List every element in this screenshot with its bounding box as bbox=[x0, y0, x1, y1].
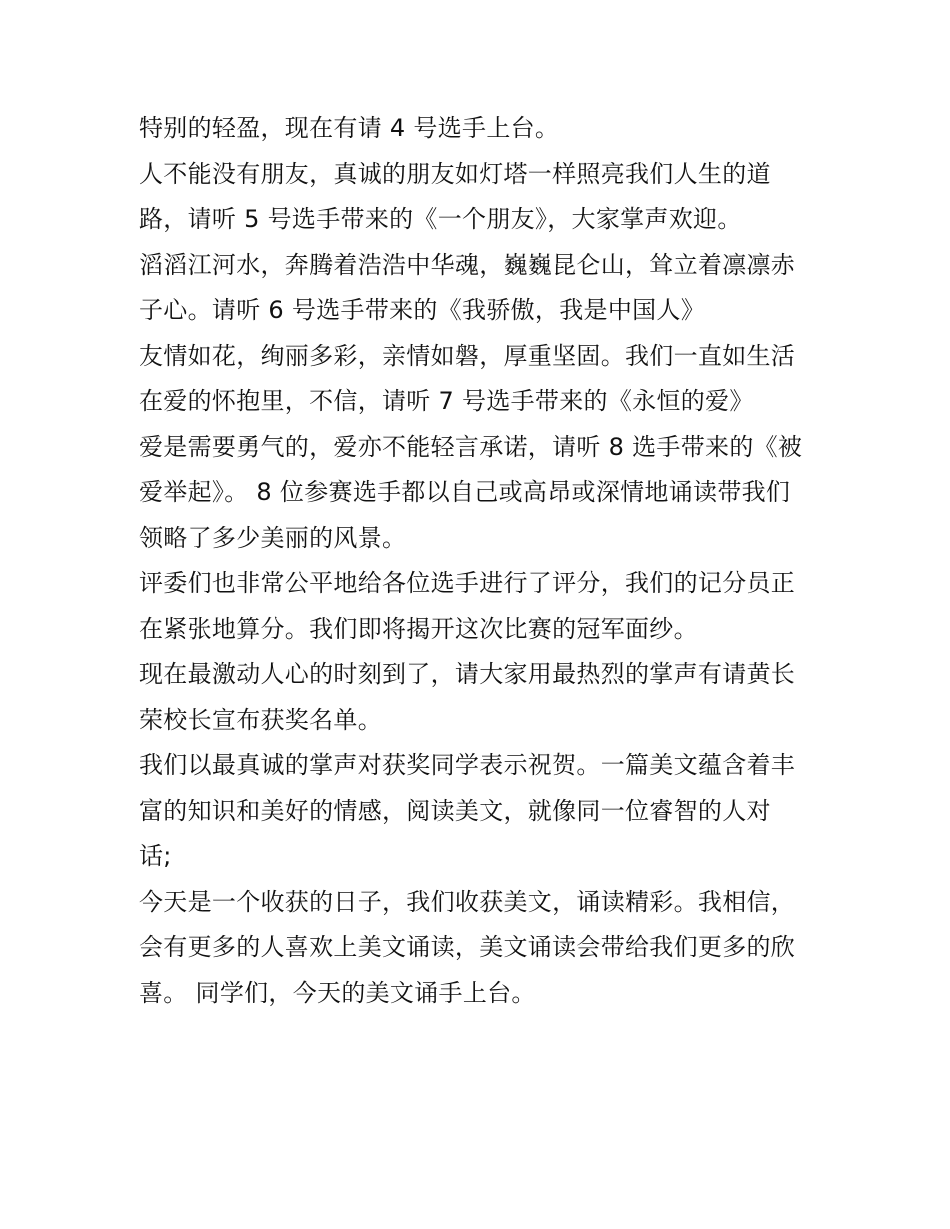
text-line: 会有更多的人喜欢上美文诵读，美文诵读会带给我们更多的欣 bbox=[139, 933, 796, 961]
text-line: 人不能没有朋友，真诚的朋友如灯塔一样照亮我们人生的道 bbox=[139, 159, 771, 188]
text-line: 在紧张地算分。我们即将揭开这次比赛的冠军面纱。 bbox=[139, 614, 698, 643]
text-line: 滔滔江河水，奔腾着浩浩中华魂，巍巍昆仑山，耸立着凛凛赤 bbox=[139, 250, 796, 279]
text-line: 爱举起》。 8 位参赛选手都以自己或高昂或深情地诵读带我们 bbox=[139, 478, 791, 506]
text-line: 荣校长宣布获奖名单。 bbox=[139, 705, 382, 734]
text-line: 子心。请听 6 号选手带来的《我骄傲，我是中国人》 bbox=[139, 296, 706, 324]
text-line: 富的知识和美好的情感，阅读美文，就像同一位睿智的人对 bbox=[139, 796, 771, 825]
text-line: 领略了多少美丽的风景。 bbox=[139, 523, 407, 552]
text-line: 友情如花，绚丽多彩，亲情如磐，厚重坚固。我们一直如生活 bbox=[139, 341, 796, 370]
text-line: 爱是需要勇气的，爱亦不能轻言承诺，请听 8 选手带来的《被 bbox=[139, 432, 803, 461]
text-line: 今天是一个收获的日子，我们收获美文，诵读精彩。我相信， bbox=[139, 887, 796, 916]
text-line: 在爱的怀抱里，不信，请听 7 号选手带来的《永恒的爱》 bbox=[139, 387, 754, 415]
text-line: 喜。 同学们，今天的美文诵手上台。 bbox=[139, 978, 536, 1007]
text-line: 现在最激动人心的时刻到了，请大家用最热烈的掌声有请黄长 bbox=[139, 660, 796, 688]
text-line: 我们以最真诚的掌声对获奖同学表示祝贺。一篇美文蕴含着丰 bbox=[139, 751, 796, 779]
text-line: 评委们也非常公平地给各位选手进行了评分，我们的记分员正 bbox=[139, 569, 796, 597]
text-line: 路，请听 5 号选手带来的《一个朋友》，大家掌声欢迎。 bbox=[139, 205, 742, 233]
document-body bbox=[139, 106, 829, 1016]
text-line: 话; bbox=[139, 842, 172, 870]
text-line: 特别的轻盈，现在有请 4 号选手上台。 bbox=[139, 114, 560, 142]
